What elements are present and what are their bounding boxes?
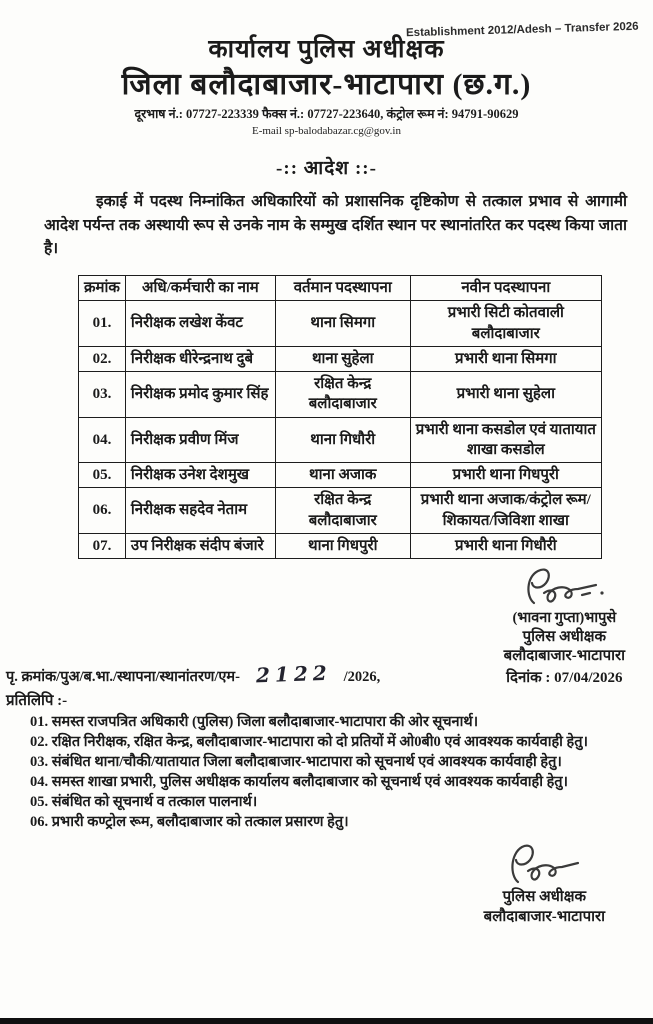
cell-sno: 02. [79,346,126,371]
table-row [79,533,602,558]
signatory-district: बलौदाबाजार-भाटापारा [483,908,605,925]
cell-sno: 06. [79,488,126,534]
copy-item: 03. संबंधित थाना/चौकी/यातायात जिला बलौदाबाजार-भाटापारा को सूचनार्थ एवं आवश्यक कार्यवाही हेतु। [30,754,562,771]
table-row [79,488,602,534]
cell-current: थाना सुहेला [275,346,410,371]
cell-current: रक्षित केन्द्र बलौदाबाजार [275,488,410,534]
cell-name: निरीक्षक प्रवीण मिंज [125,417,275,463]
cell-name: निरीक्षक धीरेन्द्रनाथ दुबे [125,346,275,371]
copy-to-list [30,712,653,832]
handwritten-reference-number: 2122 [255,661,332,688]
cell-current: रक्षित केन्द्र बलौदाबाजार [275,372,410,418]
cell-current: थाना गिधपुरी [275,533,410,558]
cell-name: उप निरीक्षक संदीप बंजारे [125,533,275,558]
cell-sno: 01. [79,301,126,347]
copy-item: 04. समस्त शाखा प्रभारी, पुलिस अधीक्षक कार्यालय बलौदाबाजार को सूचनार्थ एवं आवश्यक कार्यवाही हेतु। [30,774,569,791]
cell-name: निरीक्षक लखेश केंवट [125,301,275,347]
cell-name: निरीक्षक उनेश देशमुख [125,463,275,488]
order-body-paragraph: इकाई में पदस्थ निम्नांकित अधिकारियों को प्रशासनिक दृष्टिकोण से तत्काल प्रभाव से आगामी आदेश पर्यन्त तक अस्थायी रूप से उनके नाम के सम्मुख दर्शित स्थान पर स्थानांतरित कर पदस्थ किया जाता है। [44,193,627,257]
footer-signature-wrap [0,838,605,927]
cell-new: प्रभारी थाना अजाक/कंट्रोल रूम/ शिकायत/जिविशा शाखा [410,488,601,534]
signatory-name: (भावना गुप्ता)भापुसे [512,610,617,627]
reference-suffix: /2026, [343,669,381,686]
cell-new: प्रभारी थाना गिधपुरी [410,463,601,488]
reference-line [6,662,380,688]
table-row [79,301,602,347]
signatory-rank: पुलिस अधीक्षक [502,889,586,906]
col-header-new: नवीन पदस्थापना [410,276,601,301]
contact-numbers: दूरभाष नं.: 07727-223339 फैक्स नं.: 07727-223640, कंट्रोल रूम नं: 94791-90629 [134,107,519,122]
col-header-sno: क्रमांक [79,276,126,301]
table-header-row [79,276,602,301]
copy-item: 06. प्रभारी कण्ट्रोल रूम, बलौदाबाजार को तत्काल प्रसारण हेतु। [30,814,349,831]
scan-edge [0,1018,653,1024]
signatory-district: बलौदाबाजार-भाटापारा [503,648,625,665]
table-row [79,346,602,371]
cell-sno: 07. [79,533,126,558]
order-heading: -:: आदेश ::- [276,158,377,180]
office-title: कार्यालय पुलिस अधीक्षक [208,36,445,63]
signature-icon [520,563,608,611]
col-header-name: अधि/कर्मचारी का नाम [125,276,275,301]
reference-prefix: पृ. क्रमांक/पुअ/ब.भा./स्थापना/स्थानांतरण/एम- [6,669,240,686]
table-row [79,417,602,463]
letterhead [0,0,653,137]
order-date: दिनांक : 07/04/2026 [506,669,623,686]
cell-new: प्रभारी थाना कसडोल एवं यातायात शाखा कसडोल [410,417,601,463]
table-row [79,463,602,488]
cell-sno: 05. [79,463,126,488]
cell-name: निरीक्षक प्रमोद कुमार सिंह [125,372,275,418]
cell-new: प्रभारी थाना सुहेला [410,372,601,418]
reference-and-signature-row [6,563,625,688]
copy-item: 05. संबंधित को सूचनार्थ व तत्काल पालनार्थ। [30,794,258,811]
cell-sno: 04. [79,417,126,463]
transfer-table [78,275,602,559]
signature-block [504,563,625,688]
cell-current: थाना अजाक [275,463,410,488]
copy-item: 02. रक्षित निरीक्षक, रक्षित केन्द्र, बलौदाबाजार-भाटापारा को दो प्रतियों में ओ0बी0 एवं आवश्यक कार्यवाही हेतु। [30,734,589,751]
cell-new: प्रभारी थाना सिमगा [410,346,601,371]
col-header-current: वर्तमान पदस्थापना [275,276,410,301]
cell-current: थाना सिमगा [275,301,410,347]
copy-to-label: प्रतिलिपि :- [6,693,68,710]
cell-sno: 03. [79,372,126,418]
signature-icon [502,838,586,890]
copy-item: 01. समस्त राजपत्रित अधिकारी (पुलिस) जिला बलौदाबाजार-भाटापारा की ओर सूचनार्थ। [30,714,479,731]
establishment-stamp: Establishment 2012/Adesh – Transfer 2026 [406,20,640,40]
cell-new: प्रभारी थाना गिधौरी [410,533,601,558]
table-row [79,372,602,418]
cell-current: थाना गिधौरी [275,417,410,463]
cell-name: निरीक्षक सहदेव नेताम [125,488,275,534]
cell-new: प्रभारी सिटी कोतवाली बलौदाबाजार [410,301,601,347]
footer-signature-block [484,838,605,927]
email-line: E-mail sp-balodabazar.cg@gov.in [251,124,401,137]
district-title: जिला बलौदाबाजार-भाटापारा (छ.ग.) [121,67,532,101]
signatory-rank: पुलिस अधीक्षक [522,628,606,645]
